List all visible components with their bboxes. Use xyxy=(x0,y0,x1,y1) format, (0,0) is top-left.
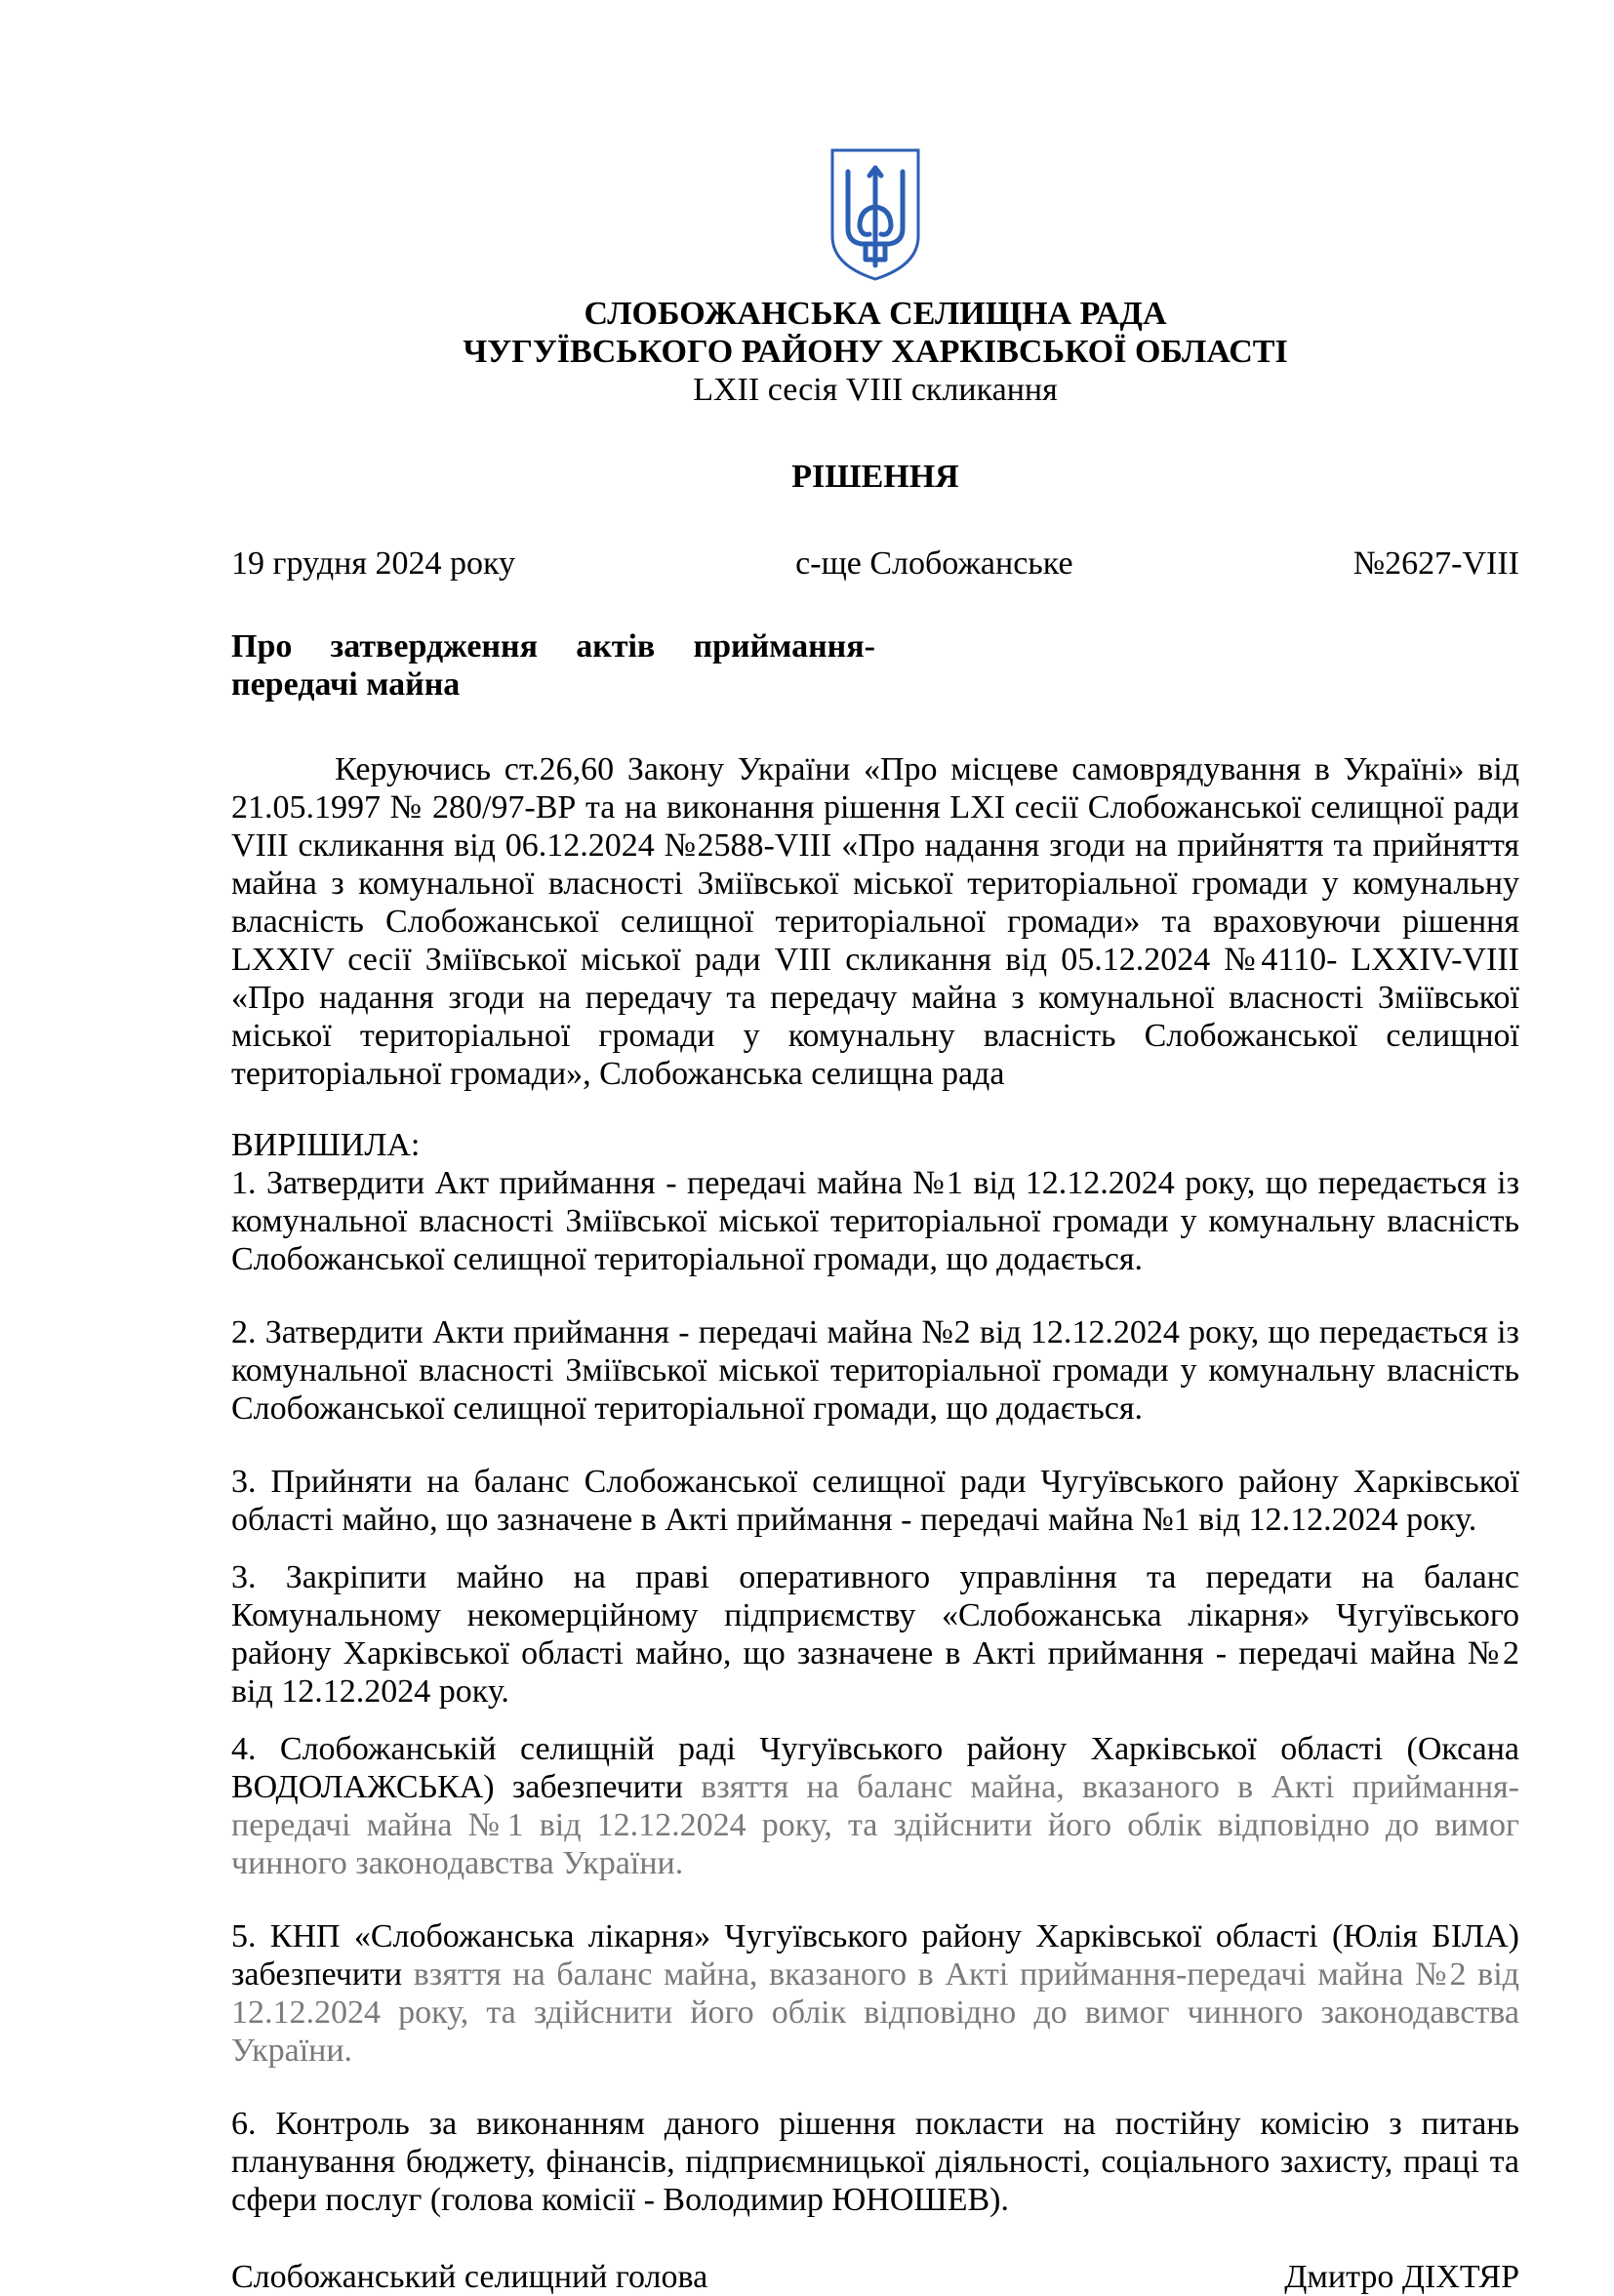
subject-line-2: передачі майна xyxy=(231,666,461,703)
decision-number: №2627-VIII xyxy=(1352,545,1519,582)
item-4-text: 4. Слобожанській селищній раді Чугуївського району Харківської області (Оксана ВОДОЛАЖСЬКА) забезпечити xyxy=(231,1731,1519,1805)
item-6: 6. Контроль за виконанням даного рішення покласти на постійну комісію з питань планування бюджету, фінансів, підприємницької діяльності, соціального захисту, праці та сфери послуг (голова комісії - Володимир ЮНОШЕВ). xyxy=(231,2106,1519,2218)
signatory-name: Дмитро ДІХТЯР xyxy=(1284,2259,1519,2295)
item-2: 2. Затвердити Акти приймання - передачі майна №2 від 12.12.2024 року, що передається із комунальної власності Зміївської міської територіальної громади у комунальну власність Слобожанської селищної територіальної громади, що додається. xyxy=(231,1314,1519,1427)
item-5-text: 5. КНП «Слобожанська лікарня» Чугуївського району Харківської області (Юлія БІЛА) забезпечити xyxy=(231,1918,1519,1993)
decision-date: 19 грудня 2024 року xyxy=(231,545,516,582)
meta-row xyxy=(231,544,1519,583)
item-3a: 3. Прийняти на баланс Слобожанської селищної ради Чугуївського району Харківської області майно, що зазначене в Акті приймання - передачі майна №1 від 12.12.2024 року. xyxy=(231,1464,1519,1538)
signatory-position: Слобожанський селищний голова xyxy=(231,2259,708,2295)
item-5 xyxy=(231,1917,1519,2070)
decision-place: с-ще Слобожанське xyxy=(795,545,1073,582)
session-line: LXII сесія VIII скликання xyxy=(693,372,1058,408)
preamble: Керуючись ст.26,60 Закону України «Про місцеве самоврядування в Україні» від 21.05.1997 № 280/97-ВР та на виконання рішення LXI сесії Слобожанської селищної ради VIII скликання від 06.12.2024 №2588-VIII «Про надання згоди на прийняття та прийняття майна з комунальної власності Зміївської міської територіальної громади у комунальну власність Слобожанської селищної територіальної громади» та враховуючи рішення LXXIV сесії Зміївської міської ради VIII скликання від 05.12.2024 №4110- LXXIV-VIII «Про надання згоди на передачу та передачу майна з комунальної власності Зміївської міської територіальної громади у комунальну власність Слобожанської селищної територіальної громади», Слобожанська селищна рада xyxy=(231,751,1519,1092)
item-5-muted-text: взяття на баланс майна, вказаного в Акті приймання-передачі майна №2 від 12.12.2024 року, та здійснити його облік відповідно до вимог чинного законодавства України. xyxy=(231,1956,1519,2069)
subject-heading xyxy=(231,627,875,704)
district-name: ЧУГУЇВСЬКОГО РАЙОНУ ХАРКІВСЬКОЇ ОБЛАСТІ xyxy=(463,334,1288,370)
item-3b: 3. Закріпити майно на праві оперативного управління та передати на баланс Комунальному некомерційному підприємству «Слобожанська лікарня» Чугуївського району Харківської області майно, що зазначене в Акті приймання - передачі майна №2 від 12.12.2024 року. xyxy=(231,1559,1519,1710)
document-type: РІШЕННЯ xyxy=(791,459,959,495)
item-4-muted-text: взяття на баланс майна, вказаного в Акті приймання-передачі майна №1 від 12.12.2024 року, та здійснити його облік відповідно до вимог чинного законодавства України. xyxy=(231,1769,1519,1881)
item-1: 1. Затвердити Акт приймання - передачі майна №1 від 12.12.2024 року, що передається із комунальної власності Зміївської міської територіальної громади у комунальну власність Слобожанської селищної територіальної громади, що додається. xyxy=(231,1165,1519,1277)
decided-label: ВИРІШИЛА: xyxy=(231,1127,421,1163)
document-page xyxy=(231,146,1519,2296)
signature-block xyxy=(231,2258,1519,2296)
item-4 xyxy=(231,1730,1519,1882)
subject-line-1: Про затвердження актів приймання- xyxy=(231,628,875,665)
trident-coat-of-arms-icon xyxy=(827,146,924,283)
council-name: СЛОБОЖАНСЬКА СЕЛИЩНА РАДА xyxy=(584,296,1167,332)
